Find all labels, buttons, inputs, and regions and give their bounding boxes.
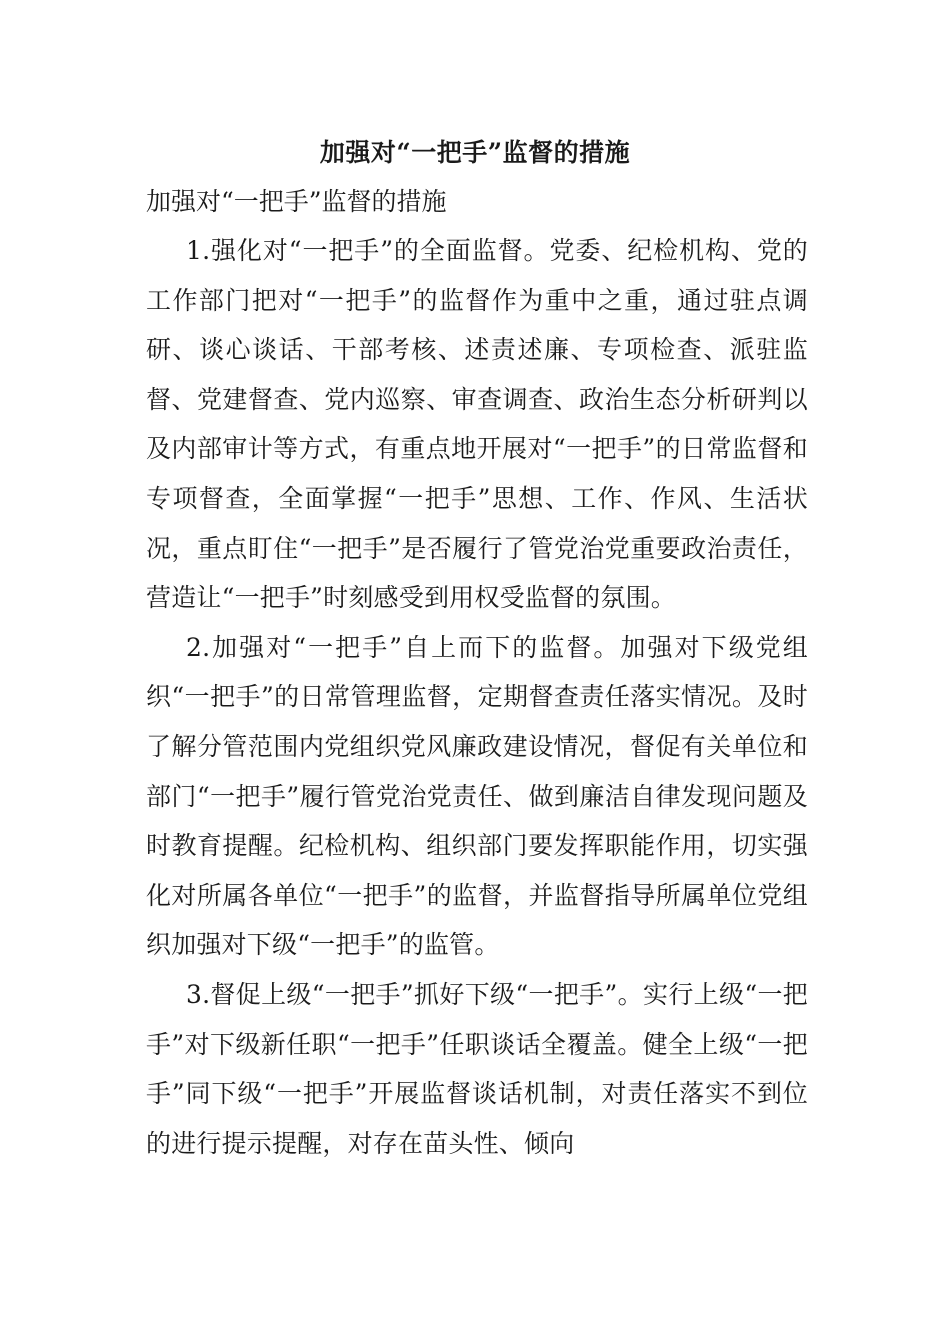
document-body	[146, 177, 808, 1168]
document-title: 加强对“一把手”监督的措施	[319, 138, 631, 167]
paragraph-2: 2.加强对“一把手”自上而下的监督。加强对下级党组织“一把手”的日常管理监督，定期督查责任落实情况。及时了解分管范围内党组织党风廉政建设情况，督促有关单位和部门“一把手”履行管党治党责任、做到廉洁自律发现问题及时教育提醒。纪检机构、组织部门要发挥职能作用，切实强化对所属各单位“一把手”的监督，并监督指导所属单位党组织加强对下级“一把手”的监管。	[146, 632, 808, 960]
document-subtitle: 加强对“一把手”监督的措施	[146, 187, 447, 216]
paragraph-3: 3.督促上级“一把手”抓好下级“一把手”。实行上级“一把手”对下级新任职“一把手”任职谈话全覆盖。健全上级“一把手”同下级“一把手”开展监督谈话机制，对责任落实不到位的进行提示提醒，对存在苗头性、倾向	[146, 979, 808, 1158]
paragraph-1: 1.强化对“一把手”的全面监督。党委、纪检机构、党的工作部门把对“一把手”的监督作为重中之重，通过驻点调研、谈心谈话、干部考核、述责述廉、专项检查、派驻监督、党建督查、党内巡察、审查调查、政治生态分析研判以及内部审计等方式，有重点地开展对“一把手”的日常监督和专项督查，全面掌握“一把手”思想、工作、作风、生活状况，重点盯住“一把手”是否履行了管党治党重要政治责任，营造让“一把手”时刻感受到用权受监督的氛围。	[146, 236, 808, 613]
